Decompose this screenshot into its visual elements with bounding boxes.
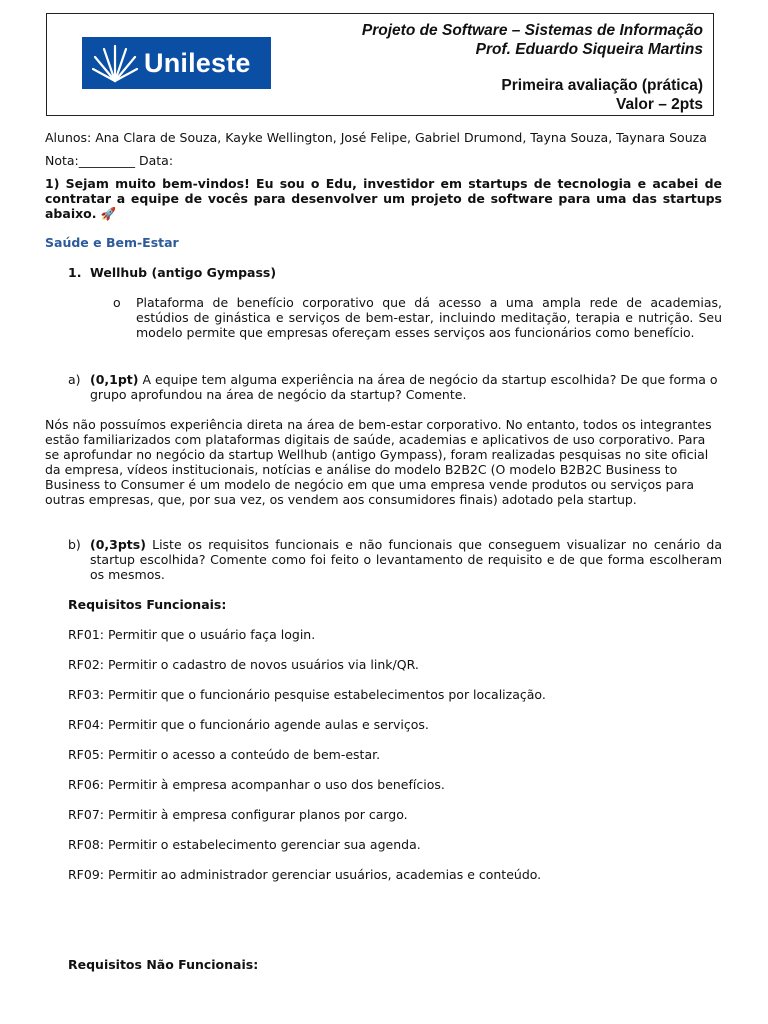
- intro-paragraph: 1) Sejam muito bem-vindos! Eu sou o Edu, investidor em startups de tecnologia e acabei de contratar a equipe de vocês para desenvolver um projeto de software para uma das startups abaixo. 🚀: [45, 176, 722, 221]
- requirement-item: RF02: Permitir o cadastro de novos usuários via link/QR.: [68, 657, 419, 672]
- requirement-item: RF08: Permitir o estabelecimento gerenciar sua agenda.: [68, 837, 421, 852]
- startup-description: Plataforma de benefício corporativo que dá acesso a uma ampla rede de academias, estúdios de ginástica e serviços de bem-estar, incluindo meditação, terapia e nutrição. Seu modelo permite que empresas ofereçam esses serviços aos funcionários como benefício.: [136, 295, 722, 340]
- course-title: Projeto de Software – Sistemas de Informação: [361, 22, 703, 39]
- requirement-item: RF09: Permitir ao administrador gerenciar usuários, academias e conteúdo.: [68, 867, 542, 882]
- requirement-item: RF03: Permitir que o funcionário pesquise estabelecimentos por localização.: [68, 687, 546, 702]
- question-b: [90, 537, 722, 582]
- question-b-text: Liste os requisitos funcionais e não funcionais que conseguem visualizar no cenário da startup escolhida? Comente como foi feito o levantamento de requisito e de que forma escolheram os mesmos.: [90, 537, 722, 582]
- students-line: Alunos: Ana Clara de Souza, Kayke Wellington, José Felipe, Gabriel Drumond, Tayna Souza, Taynara Souza: [45, 130, 707, 145]
- exam-value: Valor – 2pts: [615, 96, 703, 113]
- requirement-item: RF04: Permitir que o funcionário agende aulas e serviços.: [68, 717, 429, 732]
- document-header: [46, 13, 714, 116]
- question-a-points: (0,1pt): [90, 372, 139, 387]
- grade-date-line: Nota:_________ Data:: [45, 153, 174, 168]
- unileste-logo: [82, 37, 271, 89]
- requirement-item: RF07: Permitir à empresa configurar planos por cargo.: [68, 807, 408, 822]
- answer-a: Nós não possuímos experiência direta na área de bem-estar corporativo. No entanto, todos os integrantes estão familiarizados com plataformas digitais de saúde, academias e aplicativos de uso corporativo. Para se aprofundar no negócio da startup Wellhub (antigo Gympass), foram realizadas pesquisas no site oficial da empresa, vídeos institucionais, notícias e análise do modelo B2B2C (O modelo B2B2C Business to Business to Consumer é um modelo de negócio em que uma empresa vende produtos ou serviços para outras empresas, que, por sua vez, os vendem aos consumidores finais) adotado pela startup.: [45, 417, 712, 507]
- startup-name: Wellhub (antigo Gympass): [90, 265, 277, 280]
- exam-title: Primeira avaliação (prática): [501, 77, 703, 94]
- bullet-icon: o: [113, 295, 121, 310]
- nonfunctional-requirements-title: Requisitos Não Funcionais:: [68, 957, 259, 972]
- startup-number: 1.: [68, 265, 82, 280]
- question-b-letter: b): [68, 537, 81, 552]
- professor-name: Prof. Eduardo Siqueira Martins: [475, 41, 703, 58]
- requirement-item: RF05: Permitir o acesso a conteúdo de bem-estar.: [68, 747, 381, 762]
- logo-emblem-icon: [92, 43, 138, 83]
- question-a-letter: a): [68, 372, 81, 387]
- question-b-points: (0,3pts): [90, 537, 146, 552]
- category-heading: Saúde e Bem-Estar: [45, 235, 179, 250]
- question-a-text: A equipe tem alguma experiência na área de negócio da startup escolhida? De que forma o grupo aprofundou na área de negócio da startup? Comente.: [90, 372, 718, 402]
- requirement-item: RF06: Permitir à empresa acompanhar o uso dos benefícios.: [68, 777, 445, 792]
- question-a: [90, 372, 722, 402]
- logo-text: Unileste: [144, 47, 251, 78]
- requirement-item: RF01: Permitir que o usuário faça login.: [68, 627, 316, 642]
- functional-requirements-title: Requisitos Funcionais:: [68, 597, 227, 612]
